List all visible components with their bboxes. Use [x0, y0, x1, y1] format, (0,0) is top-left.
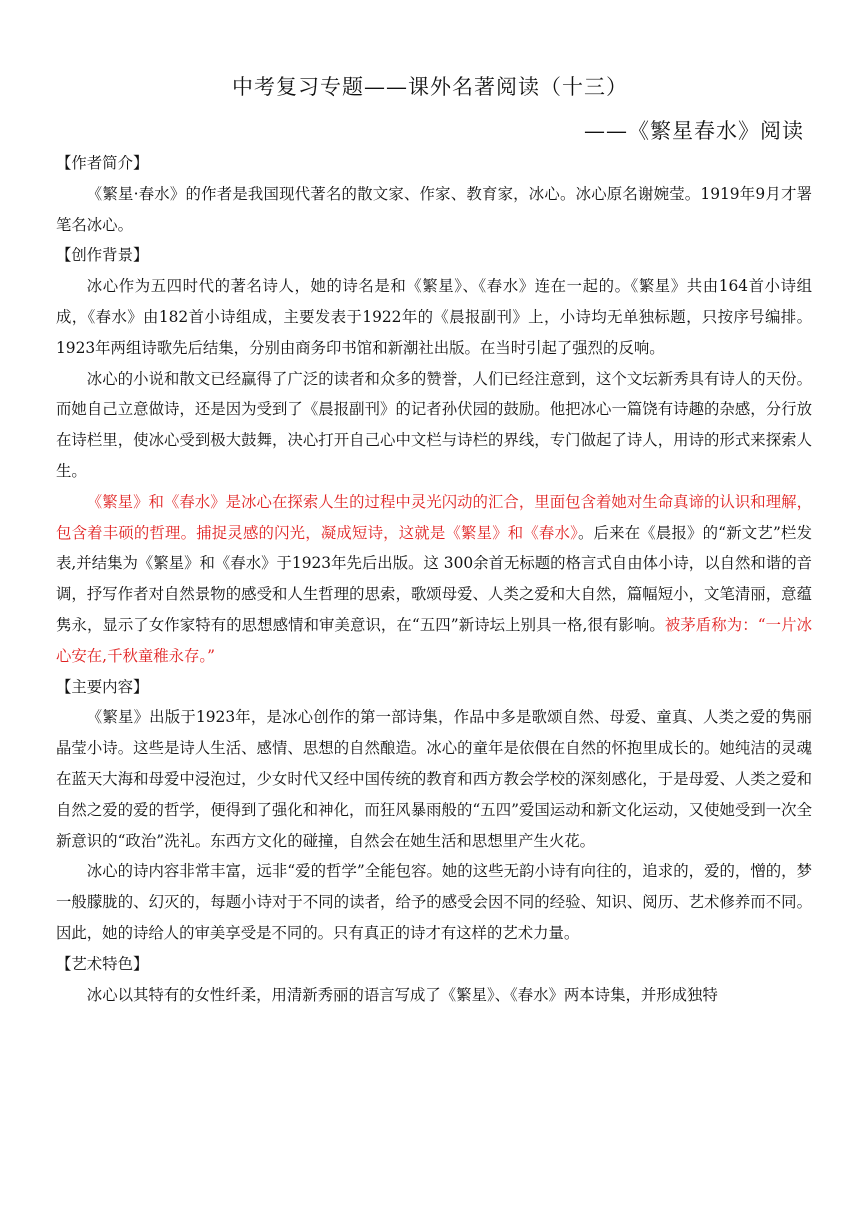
- section-heading-background: 【创作背景】: [56, 246, 149, 265]
- document-title: 中考复习专题——课外名著阅读（十三）: [232, 75, 628, 99]
- section-heading-author: 【作者简介】: [56, 154, 149, 172]
- document-subtitle: ——《繁星春水》阅读: [584, 119, 804, 143]
- section-heading-content: 【主要内容】: [56, 677, 149, 696]
- author-paragraph: 《繁星·春水》的作者是我国现代著名的散文家、作家、教育家，冰心。冰心原名谢婉莹。1919年9月才署笔名冰心。: [56, 184, 812, 234]
- art-paragraph-1: 冰心以其特有的女性纤柔，用清新秀丽的语言写成了《繁星》、《春水》两本诗集，并形成独特: [86, 985, 718, 1004]
- section-heading-art: 【艺术特色】: [56, 954, 149, 973]
- content-paragraph-1: 《繁星》出版于1923年，是冰心创作的第一部诗集，作品中多是歌颂自然、母爱、童真、人类之爱的隽丽晶莹小诗。这些是诗人生活、感情、思想的自然酿造。冰心的童年是依偎在自然的怀抱里成长的。她纯洁的灵魂在蓝天大海和母爱中浸泡过，少女时代又经中国传统的教育和西方教会学校的深刻感化，于是母爱、人类之爱和自然之爱的爱的哲学，便得到了强化和神化，而狂风暴雨般的“五四”爱国运动和新文化运动，又使她受到一次全新意识的“政治”洗礼。东西方文化的碰撞，自然会在她生活和思想里产生火花。: [56, 708, 812, 850]
- background-paragraph-1: 冰心作为五四时代的著名诗人，她的诗名是和《繁星》、《春水》连在一起的。《繁星》共由164首小诗组成，《春水》由182首小诗组成，主要发表于1922年的《晨报副刊》上，小诗均无单独标题，只按序号编排。1923年两组诗歌先后结集，分别由商务印书馆和新潮社出版。在当时引起了强烈的反响。: [56, 277, 812, 357]
- highlighted-text: 《繁星》和《春水》是冰心在探索人生的过程中灵光闪动的汇合，里面包含着她对生命真谛的认识和理解，包含着丰硕的哲理。捕捉灵感的闪光，凝成短诗，这就是《繁星》和《春水》: [56, 492, 812, 542]
- background-paragraph-3: [56, 487, 812, 672]
- highlighted-quote: 被茅盾称为：“一片冰心安在,千秋童稚永存。”: [56, 615, 812, 665]
- background-paragraph-2: 冰心的小说和散文已经赢得了广泛的读者和众多的赞誉，人们已经注意到，这个文坛新秀具有诗人的天份。而她自己立意做诗，还是因为受到了《晨报副刊》的记者孙伏园的鼓励。他把冰心一篇饶有诗趣的杂感，分行放在诗栏里，使冰心受到极大鼓舞，决心打开自己心中文栏与诗栏的界线，专门做起了诗人，用诗的形式来探索人生。: [56, 369, 812, 480]
- content-paragraph-2: 冰心的诗内容非常丰富，远非“爱的哲学”全能包容。她的这些无韵小诗有向往的，追求的，爱的，憎的，梦一般朦胧的、幻灭的，每题小诗对于不同的读者，给予的感受会因不同的经验、知识、阅历、艺术修养而不同。因此，她的诗给人的审美享受是不同的。只有真正的诗才有这样的艺术力量。: [56, 862, 812, 942]
- paragraph-text: 。后来在《晨报》的“新文艺”栏发表,并结集为《繁星》和《春水》于1923年先后出版。这 300余首无标题的格言式自由体小诗，以自然和谐的音调，抒写作者对自然景物的感受和人生哲理的思索，歌颂母爱、人类之爱和大自然，篇幅短小，文笔清丽，意蕴隽永，显示了女作家特有的思想感情和审美意识，在“五四”新诗坛上别具一格,很有影响。: [56, 523, 812, 634]
- document-body: [56, 148, 812, 1010]
